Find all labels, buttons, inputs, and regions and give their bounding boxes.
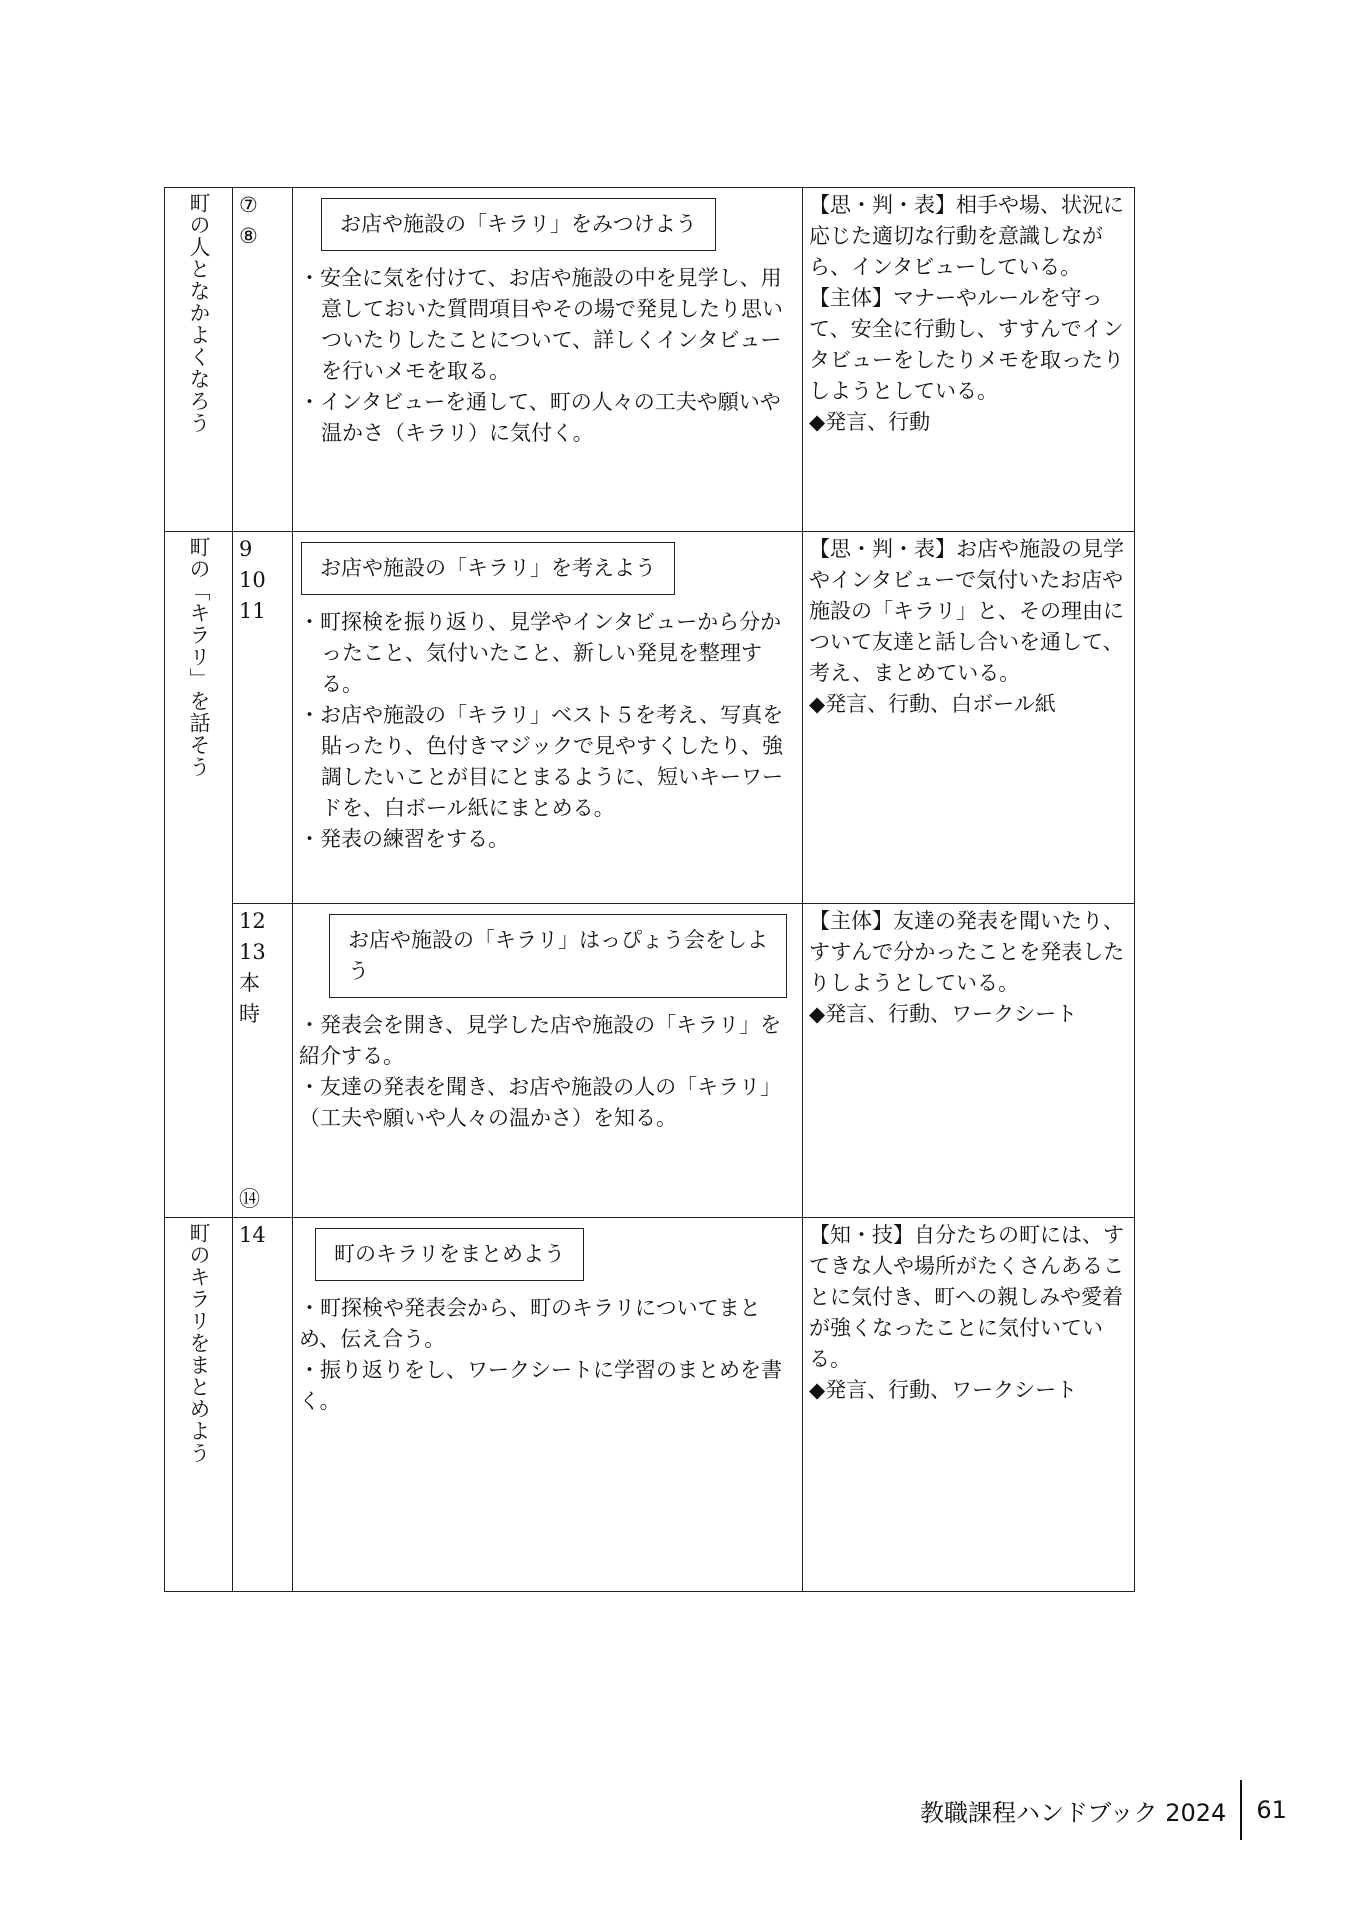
lesson-plan-table — [164, 187, 1135, 1592]
evaluation-cell — [803, 188, 1135, 532]
unit-title-cell — [165, 1218, 233, 1592]
unit-title-cell — [165, 532, 233, 1218]
evaluation-method: ◆発言、行動、ワークシート — [809, 1378, 1078, 1402]
list-item: ・発表の練習をする。 — [299, 827, 509, 851]
list-item: ・安全に気を付けて、お店や施設の中を見学し、用意しておいた質問項目やその場で発見したり思いついたりしたことについて、詳しくインタビューを行いメモを取る。 — [299, 266, 783, 383]
evaluation-cell — [803, 904, 1135, 1218]
goal-box: お店や施設の「キラリ」はっぴょう会をしよう — [329, 914, 787, 998]
book-title: 教職課程ハンドブック 2024 — [920, 1798, 1227, 1827]
evaluation-method: ◆発言、行動、ワークシート — [809, 1002, 1078, 1026]
evaluation-text: 【主体】マナーやルールを守って、安全に行動し、すすんでインタビューをしたりメモを取ったりしようとしている。 — [809, 286, 1124, 403]
evaluation-text: 【思・判・表】お店や施設の見学やインタビューで気付いたお店や施設の「キラリ」と、その理由について友達と話し合いを通して、考え、まとめている。 — [809, 537, 1124, 685]
page-number: 61 — [1256, 1796, 1287, 1824]
activity-list — [299, 1010, 796, 1134]
hour-number: 本 — [239, 971, 260, 995]
hour-number: ⑧ — [239, 224, 258, 248]
hour-number: 11 — [239, 599, 266, 623]
activity-cell — [293, 904, 803, 1218]
evaluation-cell — [803, 1218, 1135, 1592]
evaluation-text: 【思・判・表】相手や場、状況に応じた適切な行動を意識しながら、インタビューしている。 — [809, 193, 1124, 279]
list-item: ・友達の発表を聞き、お店や施設の人の「キラリ」（工夫や願いや人々の温かさ）を知る。 — [299, 1075, 782, 1130]
hour-number: 9 — [239, 537, 253, 561]
list-item: ・発表会を開き、見学した店や施設の「キラリ」を紹介する。 — [299, 1013, 782, 1068]
evaluation-method: ◆発言、行動 — [809, 410, 931, 434]
list-item: ・町探検を振り返り、見学やインタビューから分かったこと、気付いたこと、新しい発見を整理する。 — [299, 610, 782, 696]
hour-number: ⑭ — [239, 1187, 260, 1211]
activity-list — [299, 263, 796, 449]
evaluation-cell — [803, 532, 1135, 904]
hour-number: 10 — [239, 568, 266, 592]
evaluation-text: 【知・技】自分たちの町には、すてきな人や場所がたくさんあることに気付き、町への親しみや愛着が強くなったことに気付いている。 — [809, 1223, 1124, 1371]
hour-number: 14 — [239, 1223, 266, 1247]
table-row — [165, 904, 1135, 1218]
hour-cell — [233, 532, 293, 904]
evaluation-method: ◆発言、行動、白ボール紙 — [809, 692, 1056, 716]
list-item: ・お店や施設の「キラリ」ベスト５を考え、写真を貼ったり、色付きマジックで見やすくしたり、強調したいことが目にとまるように、短いキーワードを、白ボール紙にまとめる。 — [299, 703, 784, 820]
list-item: ・インタビューを通して、町の人々の工夫や願いや温かさ（キラリ）に気付く。 — [299, 390, 781, 445]
table-row — [165, 532, 1135, 904]
table-row — [165, 188, 1135, 532]
activity-cell — [293, 532, 803, 904]
goal-box: お店や施設の「キラリ」を考えよう — [301, 542, 675, 595]
unit-title: 町の「キラリ」を話そう — [187, 536, 211, 778]
evaluation-text: 【主体】友達の発表を聞いたり、すすんで分かったことを発表したりしようとしている。 — [809, 909, 1125, 995]
hour-cell — [233, 1218, 293, 1592]
activity-cell — [293, 1218, 803, 1592]
hour-cell — [233, 904, 293, 1218]
unit-title: 町のキラリをまとめよう — [187, 1222, 211, 1464]
hour-number: 13 — [239, 940, 266, 964]
footer-divider — [1240, 1780, 1242, 1840]
hour-cell — [233, 188, 293, 532]
unit-title: 町の人となかよくなろう — [187, 192, 211, 434]
page-footer — [920, 1780, 1287, 1840]
activity-list — [299, 1293, 796, 1417]
table-row — [165, 1218, 1135, 1592]
goal-box: お店や施設の「キラリ」をみつけよう — [321, 198, 716, 251]
hour-number: 12 — [239, 909, 266, 933]
unit-title-cell — [165, 188, 233, 532]
activity-cell — [293, 188, 803, 532]
hour-number: ⑦ — [239, 193, 258, 217]
goal-box: 町のキラリをまとめよう — [315, 1228, 584, 1281]
activity-list — [299, 607, 796, 855]
hour-number: 時 — [239, 1002, 260, 1026]
list-item: ・町探検や発表会から、町のキラリについてまとめ、伝え合う。 — [299, 1296, 761, 1351]
list-item: ・振り返りをし、ワークシートに学習のまとめを書く。 — [299, 1358, 782, 1413]
